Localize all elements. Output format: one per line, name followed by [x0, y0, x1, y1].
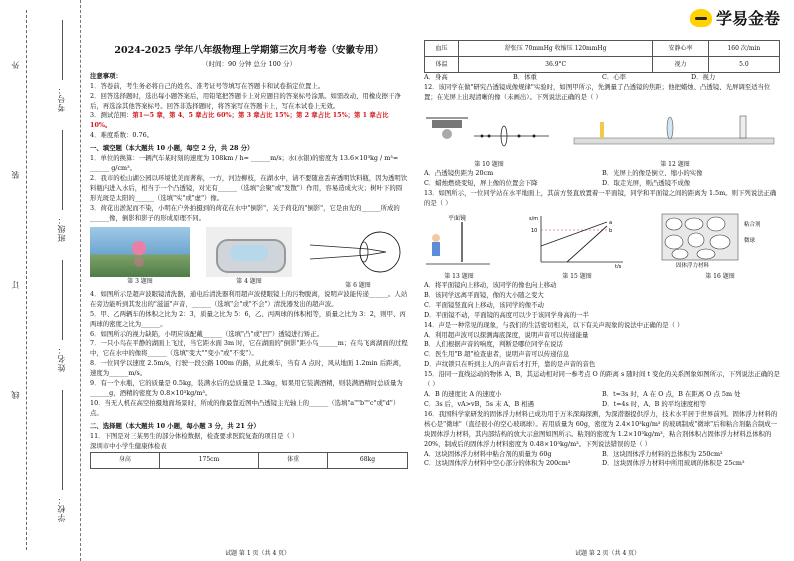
notice-heading: 注意事项：	[90, 71, 122, 80]
cell-hr-value: 160 次/min	[708, 41, 779, 57]
fig3-caption: 第 3 题图	[127, 277, 153, 285]
q11-choice-c: C．心率	[602, 73, 627, 81]
question-6: 6．如图所示的视力缺陷，小明应该配戴______（选填"凸"或"凹"）透镜进行矫正。	[90, 329, 324, 338]
mirror-label: 平面镜	[448, 214, 467, 222]
q13-choice-c: C．平面镜竖直向上移动，该同学的像不动	[424, 300, 544, 309]
q13-choice-a: A．将平面镜向上移动，该同学的像也向上移动	[424, 280, 557, 289]
notice-3: 3．测试范围：第1—5 章，第 4、5 章占比 60%；第 3 章占比 15%；第 2 章占比 15%；第 1 章占比 10%。	[90, 111, 389, 130]
brand-name: 学易金卷	[715, 9, 780, 28]
q15-choice-b: B．t=3s 时，A 在 O 点，B 在距离 O 点 5m 处	[602, 390, 741, 399]
name-field[interactable]	[62, 260, 63, 340]
notice-2: 2．回答选择题时，选出每小题答案后，用铅笔把答题卡上对应题目的答案标号涂黑。如需改动，用橡皮擦干净后，再选涂其他答案标号。回答非选择题时，将答案写在答题卡上，写在本试卷上无效。	[90, 91, 401, 110]
q12-choice-a: A．凸透镜焦距为 20cm	[424, 168, 494, 177]
question-16: 16．我国科学家研发的固体浮力材料已成功用于万米深海探测，为深潜器提供浮力，技术水平居于世界前列。固体浮力材料的核心是"微球"（直径很小的空心玻璃球）。若用质量为 60g，密度为 2.4×10³kg/m³ 的玻璃制成"微球"后和粘合剂黏合制成一块固体浮力材料，其内部结构的放大示意图如图所示。粘剂的密度为 1.2×10³kg/m³，粘合剂体积占固体浮力材料总体积的 20%，制成后的固体浮力材料密度为 0.48×10³kg/m³。下列说法错误的是（ ）	[424, 409, 778, 448]
strip-order: 订	[11, 280, 20, 289]
q16-choice-d: D．这块固体浮力材料中所用玻璃的体积是 25cm³	[602, 459, 745, 468]
drone-diagram	[424, 106, 554, 156]
q15-choice-a: A．B 的速度比 A 的速度小	[424, 390, 502, 399]
lotus-photo	[90, 227, 190, 277]
strip-line: 线	[11, 390, 20, 399]
fig15-caption: 第 15 题图	[562, 272, 592, 280]
health-table-part1	[90, 452, 408, 469]
q13-choice-b: B．该同学远离平面镜，像的大小随之变大	[424, 290, 544, 299]
glue-label: 粘合剂	[744, 221, 761, 228]
lens-bench-diagram	[570, 106, 780, 156]
cell-temp-label: 体温	[425, 57, 459, 73]
cell-weight-value: 68kg	[327, 452, 407, 468]
cell-height-value: 175cm	[159, 452, 258, 468]
fig16-caption: 第 16 题图	[705, 272, 735, 280]
microsphere-label: 微球	[744, 237, 756, 244]
question-5: 5．甲、乙两辆车的体积之比为 2：3，质量之比为 5：6，乙、丙两球的体积相等，质量之比为 3：2，则甲、丙两球的密度之比为______。	[90, 309, 406, 328]
cell-hr-label: 安静心率	[653, 41, 708, 57]
eye-diagram	[308, 227, 408, 277]
line-a-label: a	[609, 219, 613, 226]
name-label: 姓名：	[57, 345, 66, 372]
question-3: 3．荷花出淤泥而不染，小明在户外拍摄到的荷花在水中"倒影"，关于荷花的"倒影"，它是由光的______所成的______像，倒影和影子的形成原理不同。	[90, 203, 400, 222]
q11-choices	[424, 73, 780, 83]
cell-bp-value: 舒张压 70mmHg 收缩压 120mmHg	[458, 41, 652, 57]
question-12: 12．该同学在做"研究凸透镜成像规律"实验时，如图甲所示，先测量了凸透镜的焦距；他把蜡烛、凸透镜、光屏调至适当位置；在光屏上出现清晰的像（未画出）。下列说法正确的是（ ）	[424, 82, 771, 101]
st-graph	[527, 212, 627, 268]
q16-choice-b: B．这块固体浮力材料的总体积为 250cm³	[602, 449, 723, 458]
exam-no-label: 考号：	[57, 85, 66, 112]
q14-choice-a: A．利用超声波可以探测海底深度，说明声音可以传递能量	[424, 330, 589, 339]
cell-height-label: 身高	[91, 452, 160, 468]
class-field[interactable]	[62, 130, 63, 210]
question-9: 9．有一个水瓶，它的质量是 0.5kg，装满水后的总质量是 1.3kg，如果用它装满酒精，则装满酒精时总质量为______g，酒精的密度为 0.8×10³kg/m³。	[90, 379, 403, 398]
cell-vision-value: 5.0	[708, 57, 779, 73]
line-b-label: b	[609, 227, 613, 234]
notice-1: 1．答卷前，考生务必将自己的姓名、准考证号等填写在答题卡和试卷指定位置上。	[90, 81, 325, 90]
class-label: 班级：	[57, 215, 66, 242]
page-1-footer: 试题 第 1 页（共 4 页）	[225, 550, 291, 557]
strip-binding: 装	[11, 170, 20, 179]
q12-choices	[424, 169, 780, 189]
question-2: 2．我市的松山湖公园以环境优美而著称，一方，河边柳枝，在湖水中，请不要随意丢弃透明饮料瓶，因为透明饮料瓶内进入水后，相当于一个凸透镜，对光有______（选填"会聚"或"发散"）作用，容易造成火灾；树叶下的圆形光斑是太阳的______（选填"实"或"虚"）像。	[90, 174, 408, 202]
fig13-caption: 第 13 题图	[444, 272, 474, 280]
q11-choice-b: B．体重	[513, 73, 537, 81]
q12-choice-d: D．取走光屏，则凸透镜不成像	[602, 178, 691, 187]
cell-bp-label: 血压	[425, 41, 459, 57]
q15-choices	[424, 390, 780, 410]
question-8: 8．一位同学以速度 2.5m/s，行驶一段公路 100m 的路，从此乘车，当有 A 点时，风从地面 1.2min 后距离，速度为______m/s。	[90, 359, 406, 378]
question-14: 14．声是一种常见的现象，与我们的生活密切相关，以下有关声现象的说法中正确的是（ ）	[424, 320, 684, 329]
fig6-caption: 第 6 题图	[345, 281, 371, 289]
page-2	[424, 40, 780, 469]
exam-title: 2024-2025 学年八年级物理上学期第三次月考卷（安徽专用）	[114, 45, 384, 56]
question-15: 15．沿同一直线运动的物体 A、B，其运动相对同一参考点 O 的距离 s 随时间 t 变化的关系图象如图所示，下列说法正确的是（ ）	[424, 370, 780, 389]
health-table-part2	[424, 40, 780, 73]
question-4: 4．如图所示是超声波眼镜清洗器，通电后清洗器利用超声波使眼镜上的污物脱离，说明声波能传递______。人站在旁边能听到其发出的"滋滋"声音，______（选填"会"或"不会"）清洗器发出的超声波。	[90, 289, 408, 308]
q16-choice-a: A．这块固体浮力材料中粘合剂的质量为 60g	[424, 449, 552, 458]
logo-icon	[690, 9, 712, 27]
strip-outer: 外	[11, 60, 20, 69]
material-label: 固体浮力材料	[676, 262, 710, 268]
section-2-title: 二、选择题（本大题共 10 小题，每小题 3 分，共 21 分）	[90, 421, 260, 430]
q14-choice-c: C．医生用"B 超"检查患者，说明声音可以传递信息	[424, 350, 570, 359]
q16-choice-c: C．这块固体浮力材料中空心部分的体积为 200cm³	[424, 459, 571, 468]
question-1: 1．单位的换算：一辆汽车某时刻的速度为 108km / h= ______m/s；水(水银)的密度为 13.6×10³kg / m³= ______ g/cm³。	[90, 154, 399, 173]
line-b	[541, 222, 607, 246]
cell-temp-value: 36.9°C	[458, 57, 652, 73]
q11-choice-d: D．视力	[691, 73, 716, 81]
brand-logo	[690, 6, 780, 29]
foam-diagram	[660, 212, 780, 268]
x-axis-label: t/s	[615, 263, 622, 268]
q12-choice-c: C．蜡烛燃烧变短，屏上像的位置会下降	[424, 178, 538, 187]
page-2-footer: 试题 第 2 页（共 4 页）	[575, 550, 641, 557]
exam-subtitle: （时间：90 分钟 总分 100 分）	[202, 59, 296, 68]
fig10-caption: 第 10 题图	[474, 160, 504, 168]
fig12-caption: 第 12 题图	[660, 160, 690, 168]
school-label: 学校：	[57, 495, 66, 522]
fig4-caption: 第 4 题图	[236, 277, 262, 285]
q12-choice-b: B．光屏上的像是倒立、缩小的实像	[602, 168, 703, 177]
exam-no-field[interactable]	[62, 20, 63, 80]
mirror-diagram	[424, 212, 494, 268]
binding-strip	[0, 0, 81, 561]
q13-choice-d: D．平面镜不动，平面镜的高度可以少于该同学身高的一半	[424, 310, 589, 319]
figure-row-right-1	[424, 106, 780, 169]
section-1-title: 一、填空题（本大题共 10 小题，每空 2 分，共 28 分）	[90, 144, 254, 153]
y-axis-label: s/m	[529, 215, 539, 222]
question-11: 11．下图是对三某男生的部分体检数据，检查要求医院复查的项目是（ ）	[90, 431, 299, 440]
q15-choice-d: D．t=4s 时，A、B 的平均速度相等	[602, 399, 707, 408]
y-tick-10: 10	[531, 227, 538, 234]
page-1	[90, 40, 408, 469]
q15-choice-c: C．3s 后，vA>vB，5s 末 A、B 相遇	[424, 399, 535, 408]
q11-choice-a: A．身高	[424, 73, 448, 81]
q16-choices	[424, 450, 780, 470]
line-a	[567, 226, 607, 262]
figure-row-right-2	[424, 212, 780, 281]
health-table-title: 深圳市中小学生健康体检表	[90, 441, 167, 450]
test-scope: 第1—5 章，第 4、5 章占比 60%；第 3 章占比 15%；第 2 章占比 15%；第 1 章占比 10%。	[90, 111, 389, 130]
cell-vision-label: 视力	[653, 57, 708, 73]
q14-choice-d: D．声纹锁只在听到主人的声音后才打开，靠的是声音的音色	[424, 360, 596, 369]
ultrasonic-cleaner-photo	[206, 227, 292, 277]
q14-choice-b: B．人们根据声音的响度，判断是哪位同学在说话	[424, 340, 563, 349]
question-10: 10．当无人机在高空拍摄地面场景时，所成的像最靠近图中凸透镜主光轴上的______（选填"a""b""c"或"d"）点。	[90, 398, 400, 417]
school-field[interactable]	[62, 390, 63, 490]
figure-row-left	[90, 227, 408, 290]
cell-weight-label: 体重	[259, 452, 328, 468]
notice-4: 4．难度系数：0.76。	[90, 131, 154, 140]
cut-line	[26, 10, 28, 550]
question-13: 13．如图所示，一位同学站在水平地面上，其前方竖直放置着一平面镜，同学和平面镜之间的距离为 1.5m。则下列说法正确的是（ ）	[424, 188, 777, 207]
question-7: 7．一只小鸟在平静的湖面上飞过，当它距水面 3m 时，它在湖面的"倒影"距小鸟______m；在鸟飞离湖面的过程中，它在水中的像将______（选填"变大""变小"或"不变"）。	[90, 339, 408, 358]
